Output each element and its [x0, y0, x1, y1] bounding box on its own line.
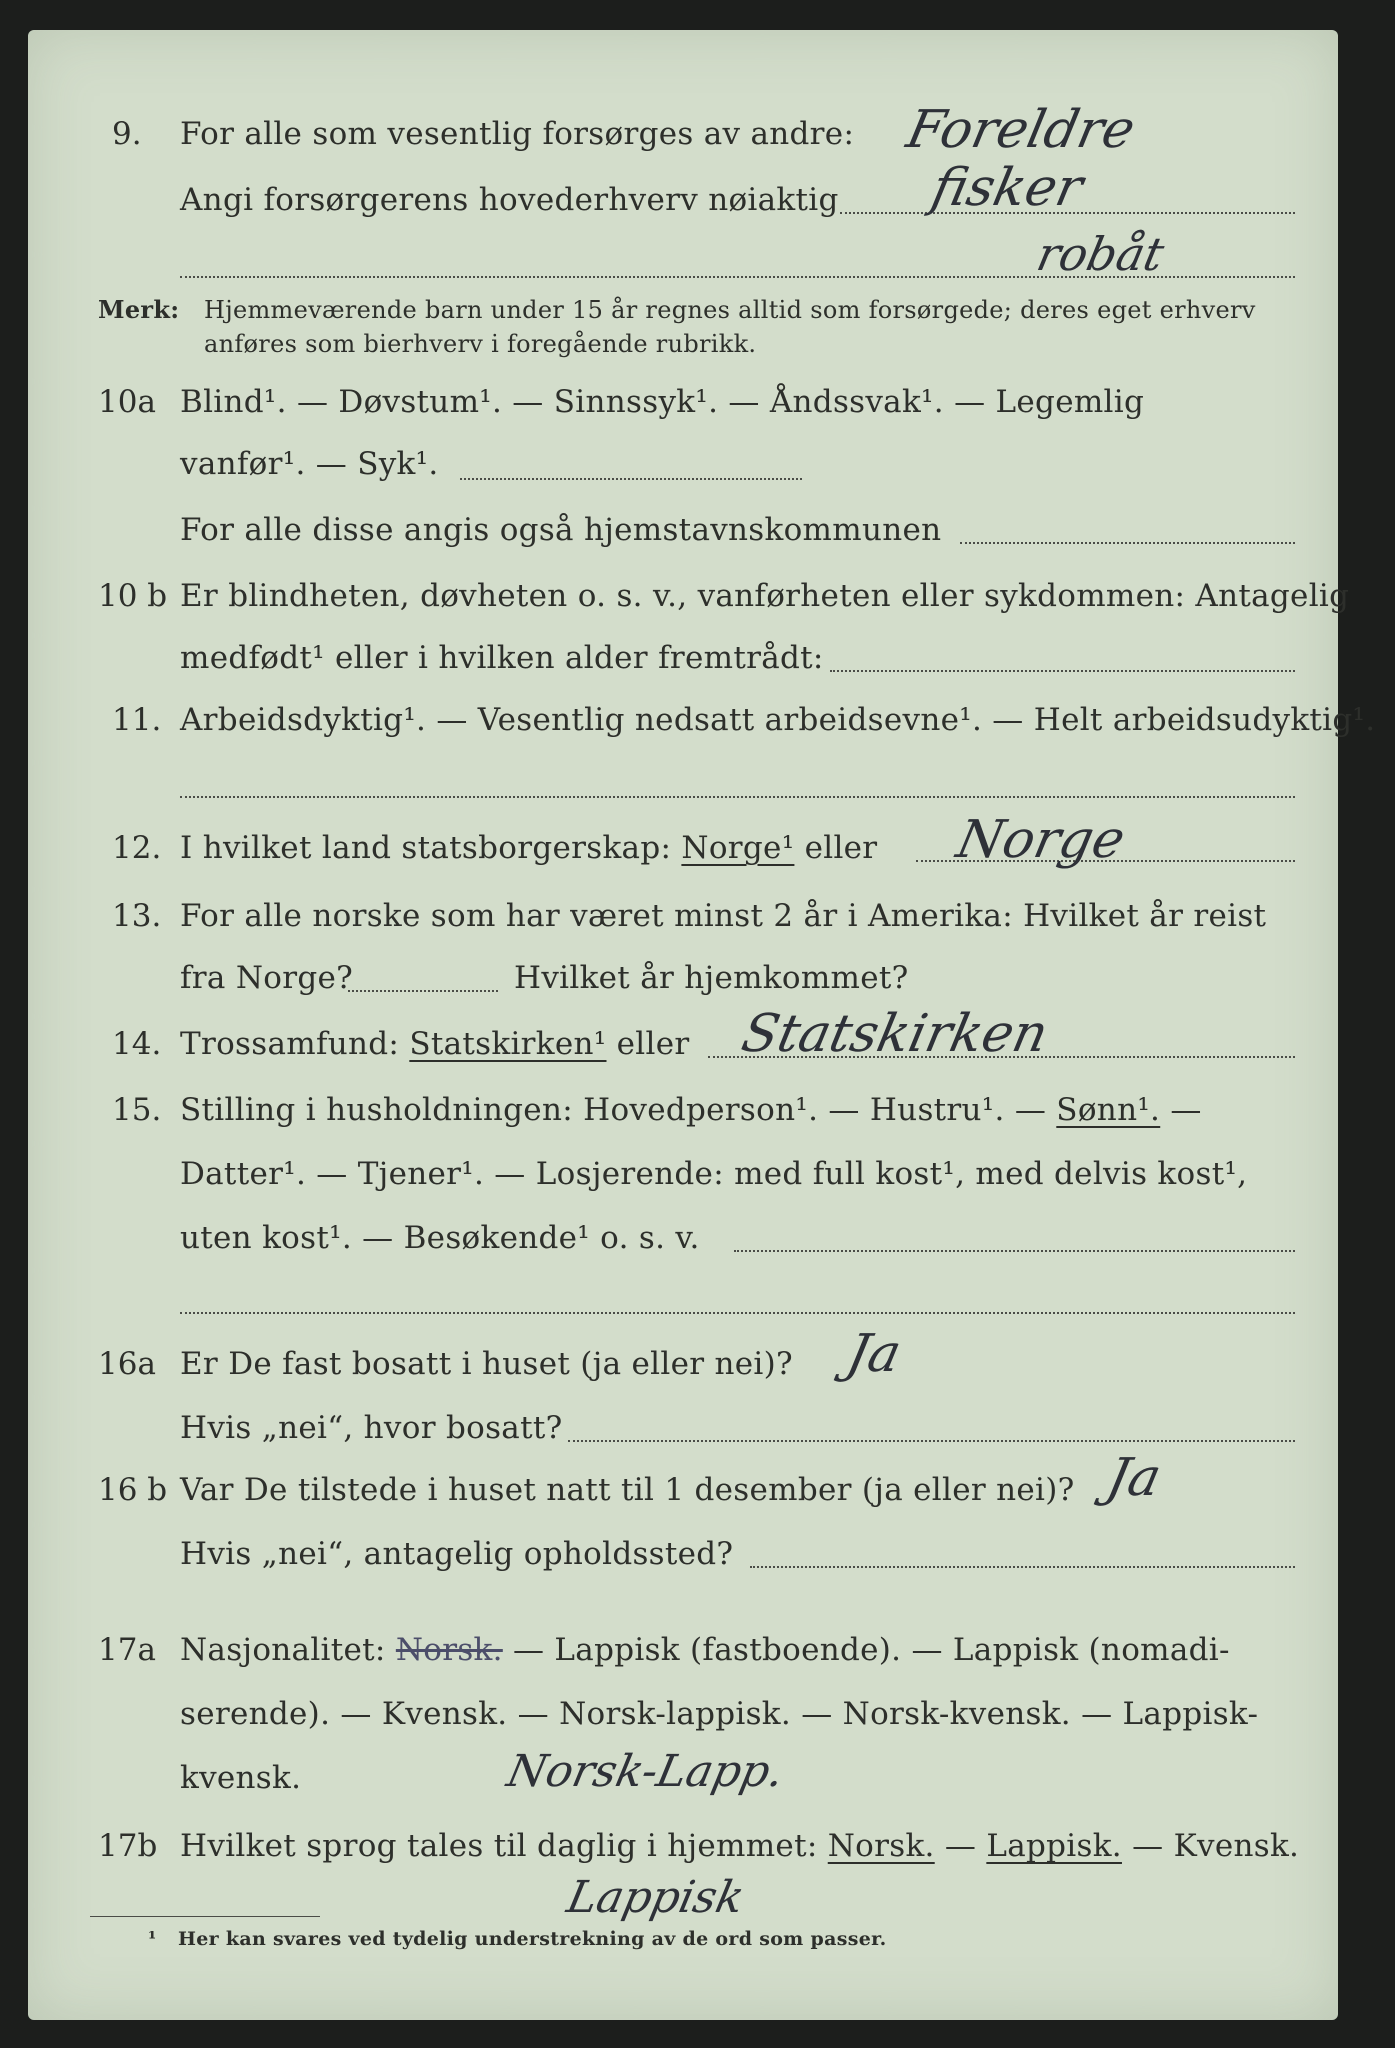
merk-line1: Hjemmeværende barn under 15 år regnes alltid som forsørgede; deres eget erhverv — [204, 296, 1256, 324]
q9-line2: Angi forsørgerens hovederhverv nøiaktig — [180, 182, 839, 218]
q16a-line2: Hvis „nei“, hvor bosatt? — [180, 1410, 563, 1446]
q16b-handwritten-answer: Ja — [1101, 1448, 1167, 1508]
q11-answer-line — [180, 796, 1295, 798]
q13-number: 13. — [112, 898, 162, 934]
census-form-page — [28, 30, 1376, 2020]
q13-year-left-line — [348, 990, 498, 992]
q11-line1: Arbeidsdyktig¹. — Vesentlig nedsatt arbeidsevne¹. — Helt arbeidsudyktig¹. — [180, 702, 1376, 738]
q10a-line3: For alle disse angis også hjemstavnskommunen — [180, 512, 942, 548]
q17b-separator: — — [944, 1828, 977, 1864]
footnote-mark: ¹ — [148, 1928, 157, 1950]
q10b-number: 10 b — [98, 578, 168, 614]
q10a-line2: vanfør¹. — Syk¹. — [180, 446, 439, 482]
q17a-struck-option: Norsk. — [395, 1632, 503, 1668]
q14-prefix: Trossamfund: — [180, 1026, 400, 1062]
q12-handwritten-answer: Norge — [951, 810, 1131, 870]
merk-line2: anføres som bierhverv i foregående rubrikk. — [204, 330, 757, 358]
q16b-line1: Var De tilstede i huset natt til 1 desember (ja eller nei)? — [180, 1472, 1075, 1508]
q14-line — [180, 1024, 690, 1064]
q9-number: 9. — [112, 116, 142, 152]
q17a-line2: serende). — Kvensk. — Norsk-lappisk. — Norsk-kvensk. — Lappisk- — [180, 1696, 1259, 1732]
q15-line2: Datter¹. — Tjener¹. — Losjerende: med full kost¹, med delvis kost¹, — [180, 1156, 1248, 1192]
q17b-option-norsk: Norsk. — [827, 1828, 935, 1864]
q12-underlined-option: Norge¹ — [681, 830, 795, 866]
q15-line1 — [180, 1090, 1202, 1130]
q17a-prefix: Nasjonalitet: — [180, 1632, 386, 1668]
q14-number: 14. — [112, 1026, 162, 1062]
q10a-line1: Blind¹. — Døvstum¹. — Sinnssyk¹. — Åndssvak¹. — Legemlig — [180, 384, 1145, 420]
q17a-line1b: — Lappisk (fastboende). — Lappisk (nomadi- — [512, 1632, 1230, 1668]
q10b-answer-line — [830, 670, 1295, 672]
q17b-number: 17b — [98, 1828, 158, 1864]
q15-number: 15. — [112, 1092, 162, 1128]
q17a-line3: kvensk. — [180, 1760, 302, 1796]
q10a-number: 10a — [98, 384, 156, 420]
q17b-handwritten-answer: Lappisk — [562, 1872, 749, 1923]
q17a-number: 17a — [98, 1632, 156, 1668]
q9-handwritten-answer1: Foreldre — [901, 100, 1141, 160]
q11-number: 11. — [112, 702, 162, 738]
q15-line3: uten kost¹. — Besøkende¹ o. s. v. — [180, 1220, 700, 1256]
q17a-line1 — [180, 1630, 1230, 1670]
q10b-line1: Er blindheten, døvheten o. s. v., vanførheten eller sykdommen: Antagelig — [180, 578, 1350, 614]
q16a-number: 16a — [98, 1346, 156, 1382]
q15-line1c: — — [1170, 1092, 1202, 1128]
q15-answer-line-2 — [180, 1312, 1295, 1314]
q17b-end: — Kvensk. — [1132, 1828, 1300, 1864]
q16a-line1: Er De fast bosatt i huset (ja eller nei)? — [180, 1346, 793, 1382]
q17b-line — [180, 1826, 1299, 1866]
q16b-number: 16 b — [98, 1472, 168, 1508]
q10a-answer-line — [460, 478, 802, 480]
q16b-line2: Hvis „nei“, antagelig opholdssted? — [180, 1536, 734, 1572]
q14-suffix: eller — [616, 1026, 690, 1062]
q13-line1: For alle norske som har været minst 2 år i Amerika: Hvilket år reist — [180, 898, 1267, 934]
q10a-hometown-line — [960, 542, 1295, 544]
q15-answer-line — [734, 1250, 1295, 1252]
q16a-handwritten-answer: Ja — [841, 1324, 907, 1384]
q16a-answer-line — [568, 1440, 1295, 1442]
q9-handwritten-answer3: robåt — [1032, 227, 1169, 281]
q13-line2b: Hvilket år hjemkommet? — [514, 960, 909, 996]
merk-label: Merk: — [98, 295, 180, 324]
q12-suffix: eller — [804, 830, 878, 866]
footnote-text: Her kan svares ved tydelig understrekning av de ord som passer. — [178, 1928, 887, 1950]
q10b-line2: medfødt¹ eller i hvilken alder fremtrådt: — [180, 640, 824, 676]
q9-handwritten-answer2: fisker — [926, 158, 1088, 218]
q12-prefix: I hvilket land statsborgerskap: — [180, 830, 672, 866]
q15-underlined-option: Sønn¹. — [1056, 1092, 1161, 1128]
q13-line2a: fra Norge? — [180, 960, 354, 996]
q12-number: 12. — [112, 830, 162, 866]
q14-underlined-option: Statskirken¹ — [409, 1026, 607, 1062]
q14-handwritten-answer: Statskirken — [736, 1004, 1054, 1064]
q17a-handwritten-answer: Norsk-Lapp. — [502, 1746, 789, 1797]
q9-line1: For alle som vesentlig forsørges av andre: — [180, 116, 855, 152]
footnote-divider — [90, 1916, 320, 1917]
q17b-prefix: Hvilket sprog tales til daglig i hjemmet: — [180, 1828, 818, 1864]
q16b-answer-line — [750, 1566, 1295, 1568]
q17b-option-lappisk: Lappisk. — [986, 1828, 1122, 1864]
q12-line — [180, 828, 877, 868]
q15-line1a: Stilling i husholdningen: Hovedperson¹. — Hustru¹. — — [180, 1092, 1047, 1128]
